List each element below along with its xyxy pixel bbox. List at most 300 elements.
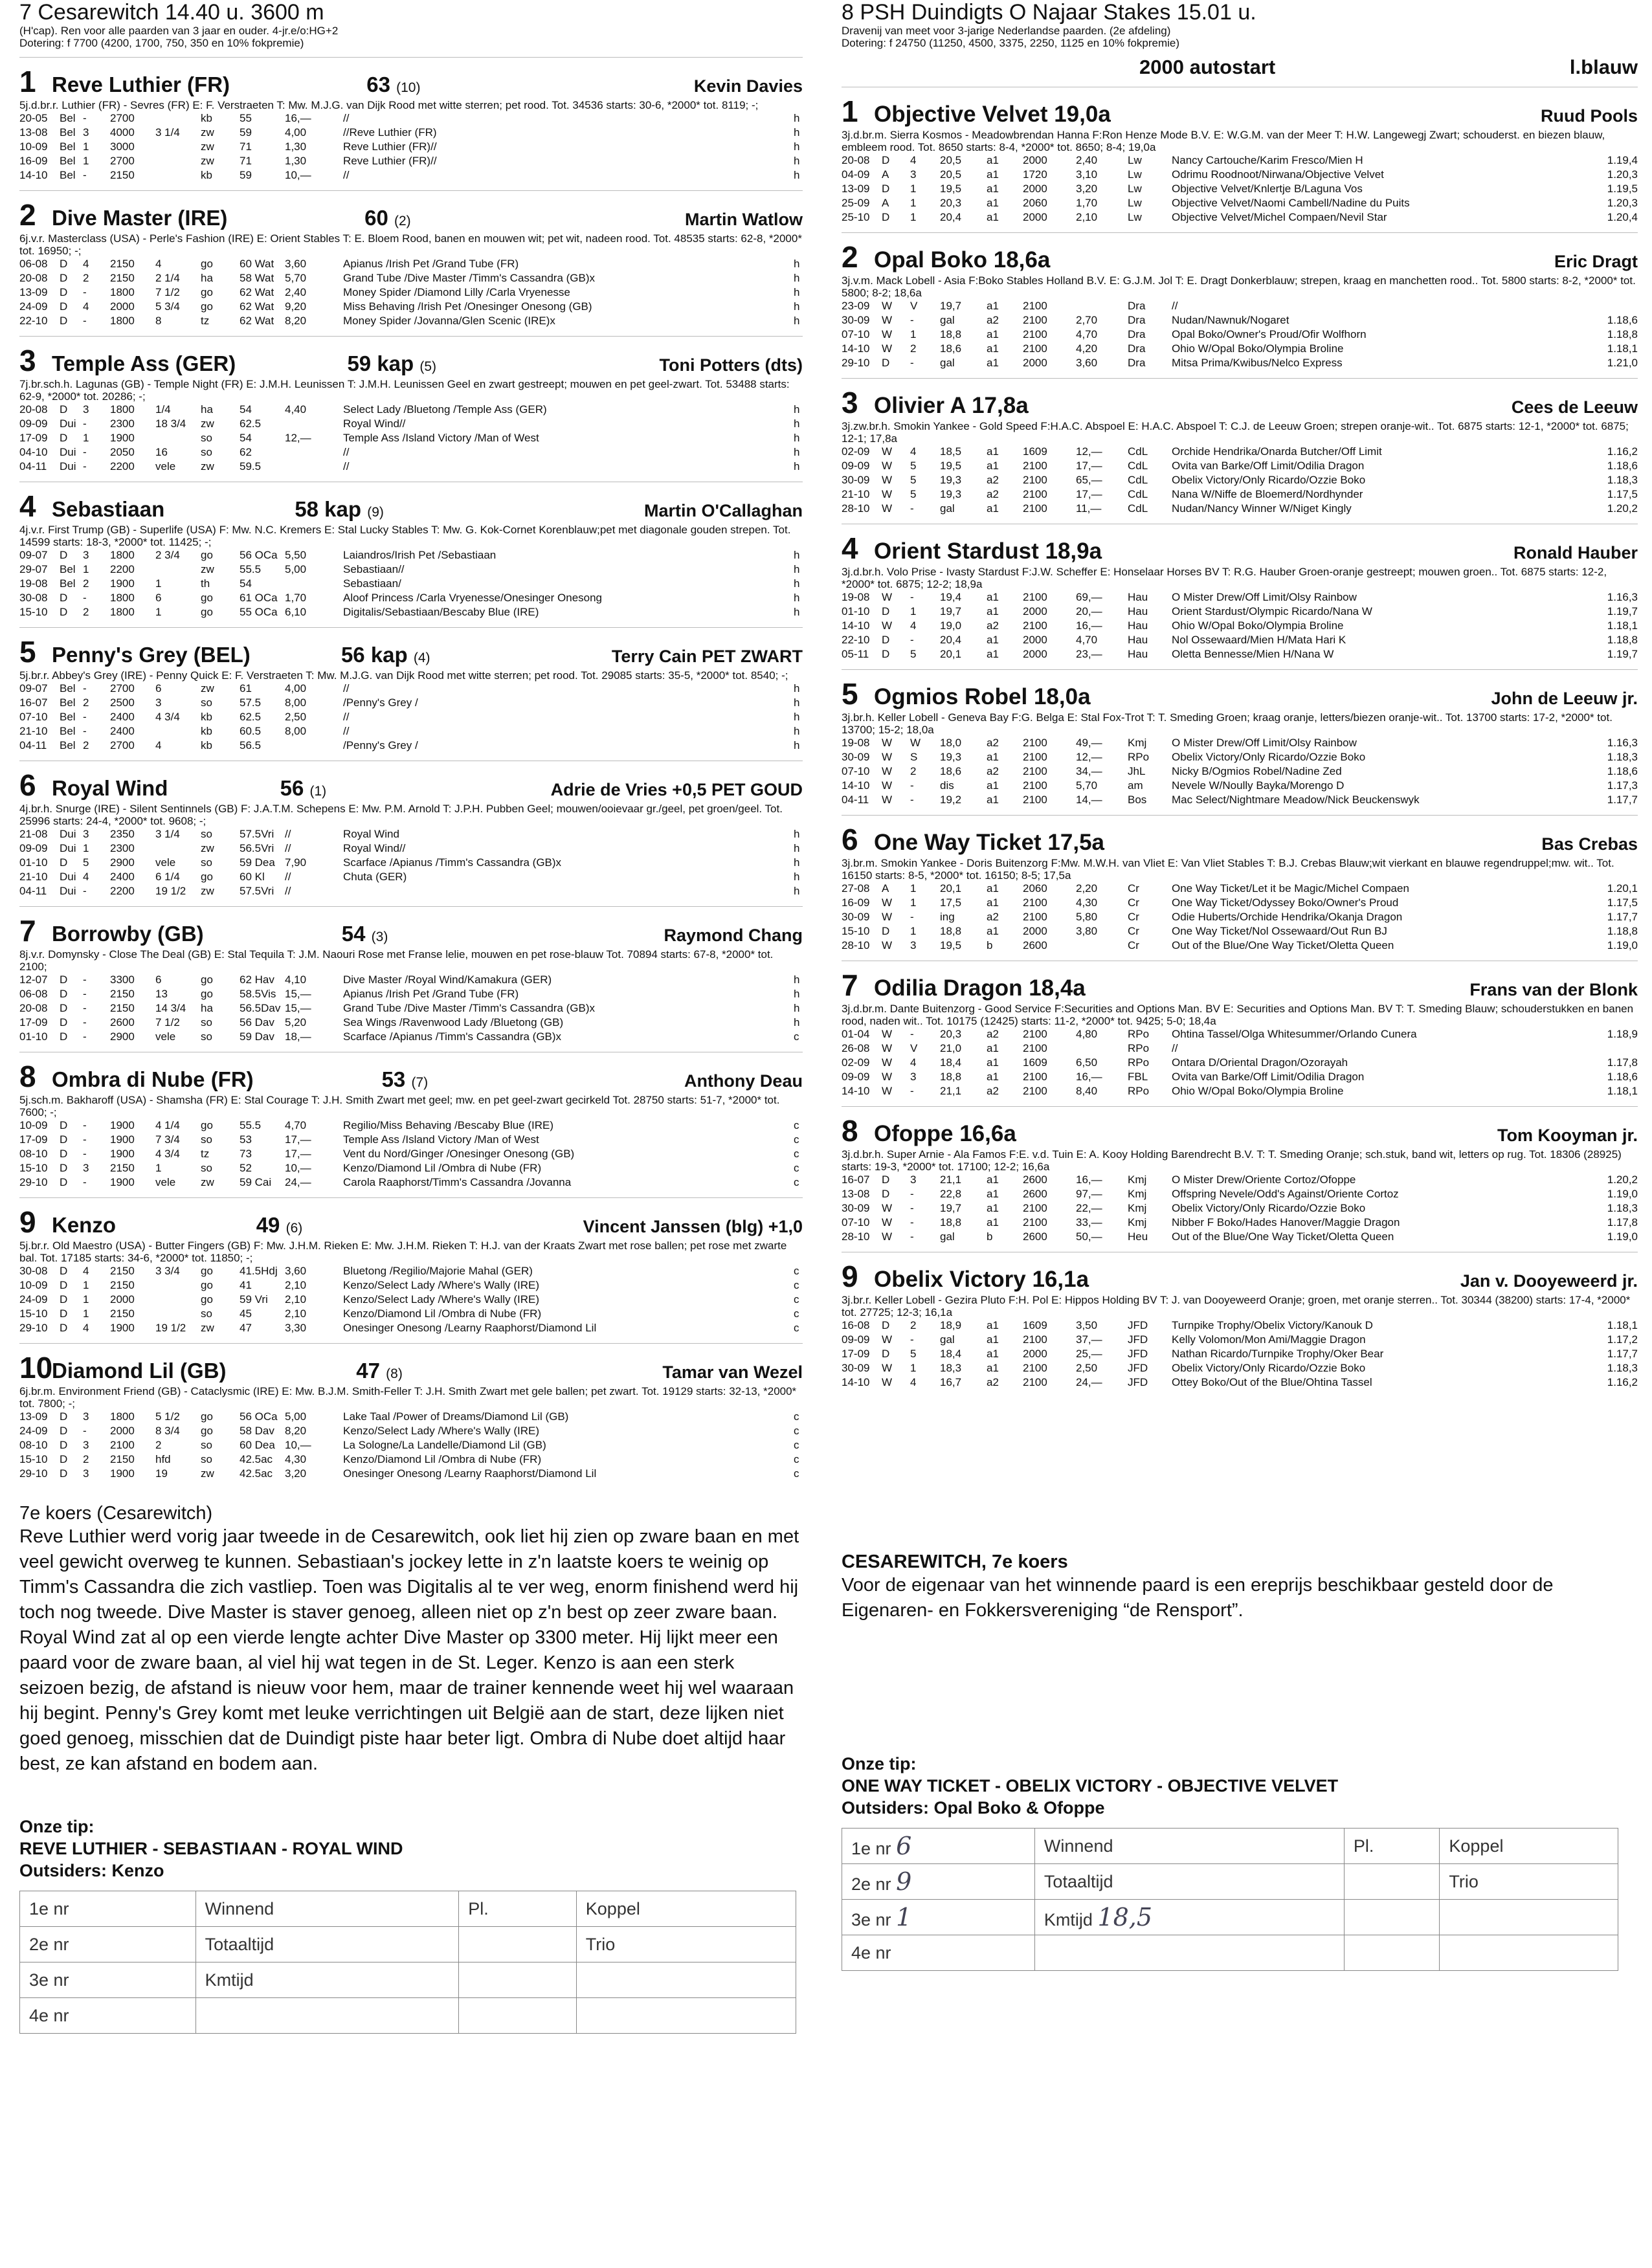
form-cell: hfd xyxy=(155,1453,171,1465)
form-cell: W xyxy=(882,737,893,749)
grid-cell xyxy=(1440,1935,1618,1971)
horse-number: 2 xyxy=(842,240,858,274)
form-cell: 5,50 xyxy=(285,549,307,561)
form-cell: Nudan/Nancy Winner W/Niget Kingly xyxy=(1172,502,1352,515)
form-cell: go xyxy=(201,1425,213,1437)
form-cell: Ovita van Barke/Off Limit/Odilia Dragon xyxy=(1172,460,1365,472)
form-cell: 7 3/4 xyxy=(155,1133,180,1146)
horse-weight xyxy=(364,206,411,230)
form-cell: 18,0 xyxy=(940,737,962,749)
form-cell: - xyxy=(83,112,87,124)
form-cell: a1 xyxy=(987,1333,999,1346)
form-cell: 6 1/4 xyxy=(155,871,180,883)
horse-info: 5j.sch.m. Bakharoff (USA) - Shamsha (FR) E: Stal Courage T: J.H. Smith Zwart met geel; mw. en pet geel-zwart gecirkeld Tot. 28750 starts: 51-7, *2000* tot. 7600; -; xyxy=(19,1094,780,1118)
driver-name: Tom Kooyman jr. xyxy=(1497,1126,1638,1145)
form-cell: Odrimu Roodnoot/Nirwana/Objective Velvet xyxy=(1172,168,1384,181)
form-row xyxy=(19,682,803,696)
form-cell: a2 xyxy=(987,1085,999,1097)
form-row xyxy=(842,1375,1638,1390)
form-cell: - xyxy=(83,973,87,986)
form-cell: Kmj xyxy=(1128,1173,1147,1186)
form-cell: D xyxy=(60,432,68,444)
form-cell: 2060 xyxy=(1023,197,1047,209)
form-cell: zw xyxy=(201,140,214,153)
left-column xyxy=(19,0,803,2034)
form-cell: 3 xyxy=(155,696,162,709)
form-cell: h xyxy=(794,592,800,604)
form-cell: Sebastiaan/ xyxy=(343,577,401,590)
form-cell: 2100 xyxy=(1023,1216,1047,1228)
form-cell: 5 xyxy=(910,460,917,472)
grid-cell: 2e nr 9 xyxy=(842,1864,1035,1900)
grid-cell xyxy=(1440,1900,1618,1935)
form-row xyxy=(842,445,1638,459)
form-cell: Cr xyxy=(1128,939,1139,951)
horse-info: 4j.br.h. Snurge (IRE) - Silent Sentinnels (GB) F: J.A.T.M. Schepens E: Mw. P.M. Arnold T: J.P.H. Pubben Geel; mouwen/ooievaar gr./geel, pet groen/geel. Tot. 25996 starts: 24-4, *2000* tot. 9608; -; xyxy=(19,803,783,827)
form-cell: 04-11 xyxy=(19,885,47,897)
form-cell: 18,— xyxy=(285,1030,311,1043)
form-cell: 56 Dav xyxy=(240,1016,274,1028)
form-cell: RPo xyxy=(1128,1085,1150,1097)
form-cell: so xyxy=(201,1133,212,1146)
form-row xyxy=(19,168,803,183)
form-row xyxy=(842,342,1638,356)
tip-label: Onze tip: xyxy=(19,1817,95,1836)
form-cell: W xyxy=(910,737,921,749)
form-cell: 6,10 xyxy=(285,606,307,618)
form-cell: 2150 xyxy=(110,1162,135,1174)
form-cell: a1 xyxy=(987,460,999,472)
form-cell: 2000 xyxy=(110,1293,135,1306)
form-cell: 58 Wat xyxy=(240,272,274,284)
form-cell: b xyxy=(987,939,993,951)
outsiders-text: Outsiders: Opal Boko & Ofoppe xyxy=(842,1798,1105,1818)
form-cell: 2150 xyxy=(110,1279,135,1291)
form-cell: 2,50 xyxy=(1076,1362,1098,1374)
form-cell: 60.5 xyxy=(240,725,262,737)
form-cell: 28-10 xyxy=(842,939,870,951)
form-row xyxy=(19,841,803,856)
form-cell: Bel xyxy=(60,126,76,139)
form-cell: b xyxy=(987,1230,993,1243)
form-cell: 02-09 xyxy=(842,445,870,458)
form-cell: Royal Wind xyxy=(343,828,399,840)
form-cell: 1.17,8 xyxy=(1607,1056,1638,1069)
form-cell: Nol Ossewaard/Mien H/Mata Hari K xyxy=(1172,634,1346,646)
form-rows xyxy=(19,548,803,619)
form-cell: A xyxy=(882,197,889,209)
form-cell: One Way Ticket/Odyssey Boko/Owner's Proud xyxy=(1172,896,1399,909)
horse-list xyxy=(19,57,803,1481)
form-cell: 1 xyxy=(910,183,917,195)
outsiders-text: Outsiders: Kenzo xyxy=(19,1861,164,1880)
form-cell: 59 xyxy=(240,169,252,181)
handwritten-entry: 6 xyxy=(896,1832,912,1860)
form-cell: 4 xyxy=(83,258,89,270)
form-cell: 2000 xyxy=(1023,211,1047,223)
horse-info: 5j.br.r. Old Maestro (USA) - Butter Fingers (GB) F: Mw. J.H.M. Rieken E: Mw. J.H.M. Rieken T: H.J. van der Kraats Zwart met rose ballen; pet rose met zwarte bal. Tot. 17185 starts: 34-6, *2000* tot. 11850; -; xyxy=(19,1240,787,1264)
horse-name: Olivier A 17,8a xyxy=(874,393,1029,418)
form-cell: 18,8 xyxy=(940,925,962,937)
form-cell: D xyxy=(60,1016,68,1028)
form-cell: 62 Wat xyxy=(240,300,274,313)
form-row xyxy=(842,1216,1638,1230)
draw-value: (6) xyxy=(285,1221,303,1236)
form-cell: c xyxy=(794,1439,799,1451)
form-cell: a2 xyxy=(987,911,999,923)
form-row xyxy=(19,431,803,445)
form-cell: Dra xyxy=(1128,342,1146,355)
form-row xyxy=(19,445,803,460)
form-cell: 16-08 xyxy=(842,1319,870,1331)
form-row xyxy=(842,1187,1638,1201)
form-cell: CdL xyxy=(1128,488,1148,500)
form-cell: 1.18,3 xyxy=(1607,474,1638,486)
form-cell: Dra xyxy=(1128,314,1146,326)
horse-info: 7j.br.sch.h. Lagunas (GB) - Temple Night (FR) E: J.M.H. Leunissen T: J.M.H. Leunissen Geel en zwart gestreept; mouwen en pet geel-zwart. Tot. 53488 starts: 62-9, *2000* tot. 20286; -; xyxy=(19,378,790,403)
form-cell: 30-09 xyxy=(842,314,870,326)
form-cell: 30-08 xyxy=(19,592,48,604)
form-cell: 5,70 xyxy=(285,272,307,284)
form-cell: 2100 xyxy=(1023,1028,1047,1040)
race-conditions: Dravenij van meet voor 3-jarige Nederlandse paarden. (2e afdeling) xyxy=(842,25,1171,37)
horse-name: Ogmios Robel 18,0a xyxy=(874,684,1091,709)
form-cell: 1.16,2 xyxy=(1607,445,1638,458)
form-cell: 29-10 xyxy=(842,357,870,369)
form-cell: Vent du Nord/Ginger /Onesinger Onesong (GB) xyxy=(343,1148,575,1160)
form-cell: 15-10 xyxy=(19,1453,48,1465)
form-cell: 18,6 xyxy=(940,765,962,777)
form-cell: a1 xyxy=(987,168,999,181)
form-cell: a1 xyxy=(987,1348,999,1360)
form-cell: 21,0 xyxy=(940,1042,962,1054)
form-cell: 2,10 xyxy=(285,1279,307,1291)
horse-weight xyxy=(347,351,436,376)
form-cell: c xyxy=(794,1119,799,1131)
form-cell: a1 xyxy=(987,591,999,603)
form-cell: 55 OCa xyxy=(240,606,278,618)
form-row xyxy=(19,460,803,474)
form-cell: Regilio/Miss Behaving /Bescaby Blue (IRE) xyxy=(343,1119,554,1131)
form-cell: 4 xyxy=(83,1322,89,1334)
jockey-name: Kevin Davies xyxy=(693,76,803,96)
form-cell: Dui xyxy=(60,871,76,883)
form-cell: go xyxy=(201,592,213,604)
form-cell: 16-09 xyxy=(19,155,48,167)
form-cell: // xyxy=(343,112,350,124)
horse-name: Ombra di Nube (FR) xyxy=(52,1067,254,1091)
form-cell: 2060 xyxy=(1023,882,1047,895)
form-cell: Dui xyxy=(60,885,76,897)
form-cell: 30-09 xyxy=(842,474,870,486)
grid-cell: Koppel xyxy=(576,1891,796,1927)
form-cell: - xyxy=(910,502,914,515)
form-cell: a2 xyxy=(987,1376,999,1388)
form-cell: h xyxy=(794,973,800,986)
form-cell: a1 xyxy=(987,357,999,369)
form-cell: 1.17,3 xyxy=(1607,779,1638,792)
grid-cell xyxy=(1344,1935,1439,1971)
form-cell: Dra xyxy=(1128,357,1146,369)
form-cell: Grand Tube /Dive Master /Timm's Cassandra (GB)x xyxy=(343,272,595,284)
form-cell: a1 xyxy=(987,1173,999,1186)
form-cell: Sebastiaan// xyxy=(343,563,405,575)
form-cell: 08-10 xyxy=(19,1439,48,1451)
form-cell: c xyxy=(794,1322,799,1334)
form-cell: Obelix Victory/Only Ricardo/Ozzie Boko xyxy=(1172,474,1366,486)
form-row xyxy=(19,987,803,1001)
form-cell: D xyxy=(882,605,890,617)
horse-number: 5 xyxy=(19,635,36,669)
grid-cell: Winnend xyxy=(1034,1829,1344,1864)
form-cell: 55.5 xyxy=(240,563,262,575)
form-cell: CdL xyxy=(1128,445,1148,458)
form-cell: dis xyxy=(940,779,954,792)
form-cell: h xyxy=(794,856,800,869)
form-row xyxy=(19,710,803,724)
form-cell: kb xyxy=(201,711,212,723)
form-cell: - xyxy=(910,911,914,923)
form-cell: 05-11 xyxy=(842,648,869,660)
form-row xyxy=(842,1070,1638,1084)
form-cell: - xyxy=(910,634,914,646)
form-cell: D xyxy=(60,1410,68,1423)
form-cell: 19 1/2 xyxy=(155,885,186,897)
form-cell: kb xyxy=(201,739,212,751)
form-cell: a2 xyxy=(987,474,999,486)
form-cell: h xyxy=(794,460,800,472)
form-cell: 2200 xyxy=(110,563,135,575)
horse-number: 6 xyxy=(842,823,858,856)
form-row xyxy=(842,313,1638,328)
form-cell: 2600 xyxy=(1023,1173,1047,1186)
form-cell: 6 xyxy=(155,682,162,695)
form-cell: a1 xyxy=(987,445,999,458)
form-cell: h xyxy=(794,725,800,737)
grid-cell xyxy=(576,1962,796,1998)
driver-name: Ronald Hauber xyxy=(1513,543,1638,562)
form-cell: 28-10 xyxy=(842,1230,870,1243)
form-cell: O Mister Drew/Oriente Cortoz/Ofoppe xyxy=(1172,1173,1356,1186)
form-cell: A xyxy=(882,168,889,181)
form-cell: 09-09 xyxy=(19,842,48,854)
form-cell: 30-09 xyxy=(842,911,870,923)
form-cell: 2100 xyxy=(1023,765,1047,777)
form-cell: 19,2 xyxy=(940,794,962,806)
form-cell: D xyxy=(60,1467,68,1480)
form-cell: // xyxy=(343,725,350,737)
form-cell: 59 Cai xyxy=(240,1176,272,1188)
form-row xyxy=(19,1452,803,1467)
form-cell: Cr xyxy=(1128,896,1139,909)
form-cell: vele xyxy=(155,1176,176,1188)
form-cell: 3 1/4 xyxy=(155,828,180,840)
form-cell: 18,8 xyxy=(940,328,962,340)
form-cell: 55.5 xyxy=(240,1119,262,1131)
form-cell: 1.20,2 xyxy=(1607,502,1638,515)
form-row xyxy=(842,1027,1638,1041)
grid-cell: Trio xyxy=(1440,1864,1618,1900)
form-cell: 19,5 xyxy=(940,183,962,195)
form-cell: 24,— xyxy=(285,1176,311,1188)
form-cell: - xyxy=(910,1230,914,1243)
form-cell: CdL xyxy=(1128,474,1148,486)
form-cell: 1 xyxy=(83,1307,89,1320)
horse-weight xyxy=(342,922,388,946)
form-cell: 16-07 xyxy=(842,1173,870,1186)
form-cell: 1609 xyxy=(1023,445,1047,458)
form-cell: Bel xyxy=(60,169,76,181)
form-cell: 2150 xyxy=(110,1002,135,1014)
horse-number: 6 xyxy=(19,768,36,802)
form-cell: 18,9 xyxy=(940,1319,962,1331)
form-cell: D xyxy=(60,1439,68,1451)
form-cell xyxy=(155,111,201,126)
form-cell xyxy=(285,460,343,474)
form-cell: 2600 xyxy=(1023,1230,1047,1243)
form-cell: zw xyxy=(201,417,214,430)
tip-label: Onze tip: xyxy=(842,1754,917,1773)
grid-cell xyxy=(1344,1864,1439,1900)
form-cell: 2,50 xyxy=(285,711,307,723)
form-cell: 30-09 xyxy=(842,1202,870,1214)
form-cell: so xyxy=(201,696,212,709)
form-cell: 1.19,0 xyxy=(1607,1230,1638,1243)
horse-info: 8j.v.r. Domynsky - Close The Deal (GB) E: Stal Tequila T: J.M. Naouri Rose met Franse lelie, mouwen en pet rose-blauw Tot. 70894 starts: 67-8, *2000* tot. 2100; xyxy=(19,948,774,973)
form-cell: 2000 xyxy=(1023,154,1047,166)
form-cell: 2150 xyxy=(110,1453,135,1465)
form-cell: 2 xyxy=(155,1439,162,1451)
form-cell: D xyxy=(60,403,68,416)
form-cell: 2 3/4 xyxy=(155,549,180,561)
form-cell: 1.19,7 xyxy=(1607,605,1638,617)
form-cell: 1.20,4 xyxy=(1607,211,1638,223)
form-row xyxy=(842,647,1638,662)
form-cell: Orchide Hendrika/Onarda Butcher/Off Limit xyxy=(1172,445,1382,458)
form-cell: 3000 xyxy=(110,140,135,153)
form-cell: W xyxy=(882,1376,893,1388)
form-cell: 56.5Dav xyxy=(240,1002,281,1014)
form-cell: 29-10 xyxy=(19,1322,48,1334)
form-cell: Kenzo/Select Lady /Where's Wally (IRE) xyxy=(343,1425,540,1437)
form-cell: 3 xyxy=(910,1071,917,1083)
grid-cell: Totaaltijd xyxy=(195,1927,459,1962)
horse-info: 3j.d.br.h. Volo Prise - Ivasty Stardust F:J.W. Scheffer E: Honselaar Horses BV T: R.G. Hauber Groen-oranje gestreept; mouwen groen.. Tot. 6875 starts: 12-2, *2000* tot. 6875; 12-2; 18,9a xyxy=(842,566,1607,590)
form-cell: W xyxy=(882,779,893,792)
form-cell: 1,70 xyxy=(1076,197,1098,209)
form-cell: 2 xyxy=(83,696,89,709)
form-cell: Out of the Blue/One Way Ticket/Oletta Queen xyxy=(1172,939,1394,951)
form-row xyxy=(842,168,1638,182)
form-row xyxy=(19,1410,803,1424)
form-row xyxy=(19,1016,803,1030)
form-cell: h xyxy=(794,300,800,313)
draw-value: (7) xyxy=(411,1075,429,1090)
horse-info: 3j.br.m. Smokin Yankee - Doris Buitenzorg F:Mw. M.W.H. van Vliet E: Van Vliet Stables T: B.J. Crebas Blauw;wit vierkant en blauwe regendruppel;mw. wit.. Tot. 16150 starts: 8-5, *2000* tot. 16150; 8-5; 17,5a xyxy=(842,857,1614,882)
form-cell: 22-10 xyxy=(842,634,870,646)
form-cell: 2 xyxy=(910,342,917,355)
form-cell: Nicky B/Ogmios Robel/Nadine Zed xyxy=(1172,765,1342,777)
horse-header xyxy=(842,961,1638,1003)
form-cell: 14-10 xyxy=(842,1376,870,1388)
form-cell: D xyxy=(60,1322,68,1334)
form-cell: Lw xyxy=(1128,197,1142,209)
form-cell: Kmj xyxy=(1128,1188,1147,1200)
horse-header xyxy=(842,378,1638,420)
form-cell: 2,10 xyxy=(1076,211,1098,223)
form-cell: 10,— xyxy=(285,1439,311,1451)
form-cell: 1900 xyxy=(110,1467,135,1480)
form-cell: 22,8 xyxy=(940,1188,962,1200)
form-cell: Kenzo/Select Lady /Where's Wally (IRE) xyxy=(343,1293,540,1306)
form-cell: - xyxy=(83,1425,87,1437)
form-cell: 01-10 xyxy=(19,1030,48,1043)
form-cell: 1609 xyxy=(1023,1319,1047,1331)
form-cell: W xyxy=(882,939,893,951)
form-cell: 2100 xyxy=(110,1439,135,1451)
form-cell: 5,80 xyxy=(1076,911,1098,923)
grid-cell: Totaaltijd xyxy=(1034,1864,1344,1900)
form-cell: 2100 xyxy=(1023,342,1047,355)
form-cell: 13-08 xyxy=(842,1188,870,1200)
form-row xyxy=(19,1278,803,1293)
form-cell: 47 xyxy=(240,1322,252,1334)
horse-name: Diamond Lil (GB) xyxy=(52,1359,227,1383)
form-cell: 18,5 xyxy=(940,445,962,458)
horse-weight xyxy=(356,1359,403,1383)
form-cell: 20,5 xyxy=(940,168,962,181)
horse-header xyxy=(842,1252,1638,1294)
horse-entry xyxy=(19,1197,803,1335)
form-cell: h xyxy=(794,988,800,1000)
grid-cell: 1e nr 6 xyxy=(842,1829,1035,1864)
form-cell: 5,20 xyxy=(285,1016,307,1028)
form-cell: 1.18,8 xyxy=(1607,634,1638,646)
form-cell: 69,— xyxy=(1076,591,1102,603)
form-cell: CdL xyxy=(1128,502,1148,515)
form-cell: Ohtina Tassel/Olga Whitesummer/Orlando Cunera xyxy=(1172,1028,1417,1040)
form-cell: 4 xyxy=(155,739,162,751)
form-cell: // xyxy=(1172,1042,1178,1054)
horse-entry xyxy=(19,1052,803,1190)
form-cell: W xyxy=(882,1333,893,1346)
form-cell: 2900 xyxy=(110,856,135,869)
horse-name: Kenzo xyxy=(52,1213,116,1237)
form-cell: D xyxy=(60,1453,68,1465)
form-cell: 6,50 xyxy=(1076,1056,1098,1069)
form-cell: c xyxy=(794,1293,799,1306)
form-cell: c xyxy=(794,1307,799,1320)
form-cell: 59 xyxy=(240,126,252,139)
form-cell: 21-10 xyxy=(19,725,48,737)
form-row xyxy=(19,1321,803,1335)
form-cell: La Sologne/La Landelle/Diamond Lil (GB) xyxy=(343,1439,546,1451)
form-cell: a1 xyxy=(987,794,999,806)
grid-cell: 4e nr xyxy=(20,1998,196,2034)
form-cell: 17-09 xyxy=(19,1133,48,1146)
form-cell: a1 xyxy=(987,1188,999,1200)
grid-cell xyxy=(576,1998,796,2034)
form-cell: - xyxy=(910,1216,914,1228)
form-cell: 61 xyxy=(240,682,252,695)
jockey-name: Vincent Janssen (blg) +1,0 xyxy=(583,1217,803,1236)
form-row xyxy=(842,1230,1638,1244)
form-cell: go xyxy=(201,1410,213,1423)
form-cell: 14,— xyxy=(1076,794,1102,806)
form-cell: 1800 xyxy=(110,403,135,416)
form-cell: // xyxy=(1172,300,1178,312)
form-cell xyxy=(155,1293,201,1307)
